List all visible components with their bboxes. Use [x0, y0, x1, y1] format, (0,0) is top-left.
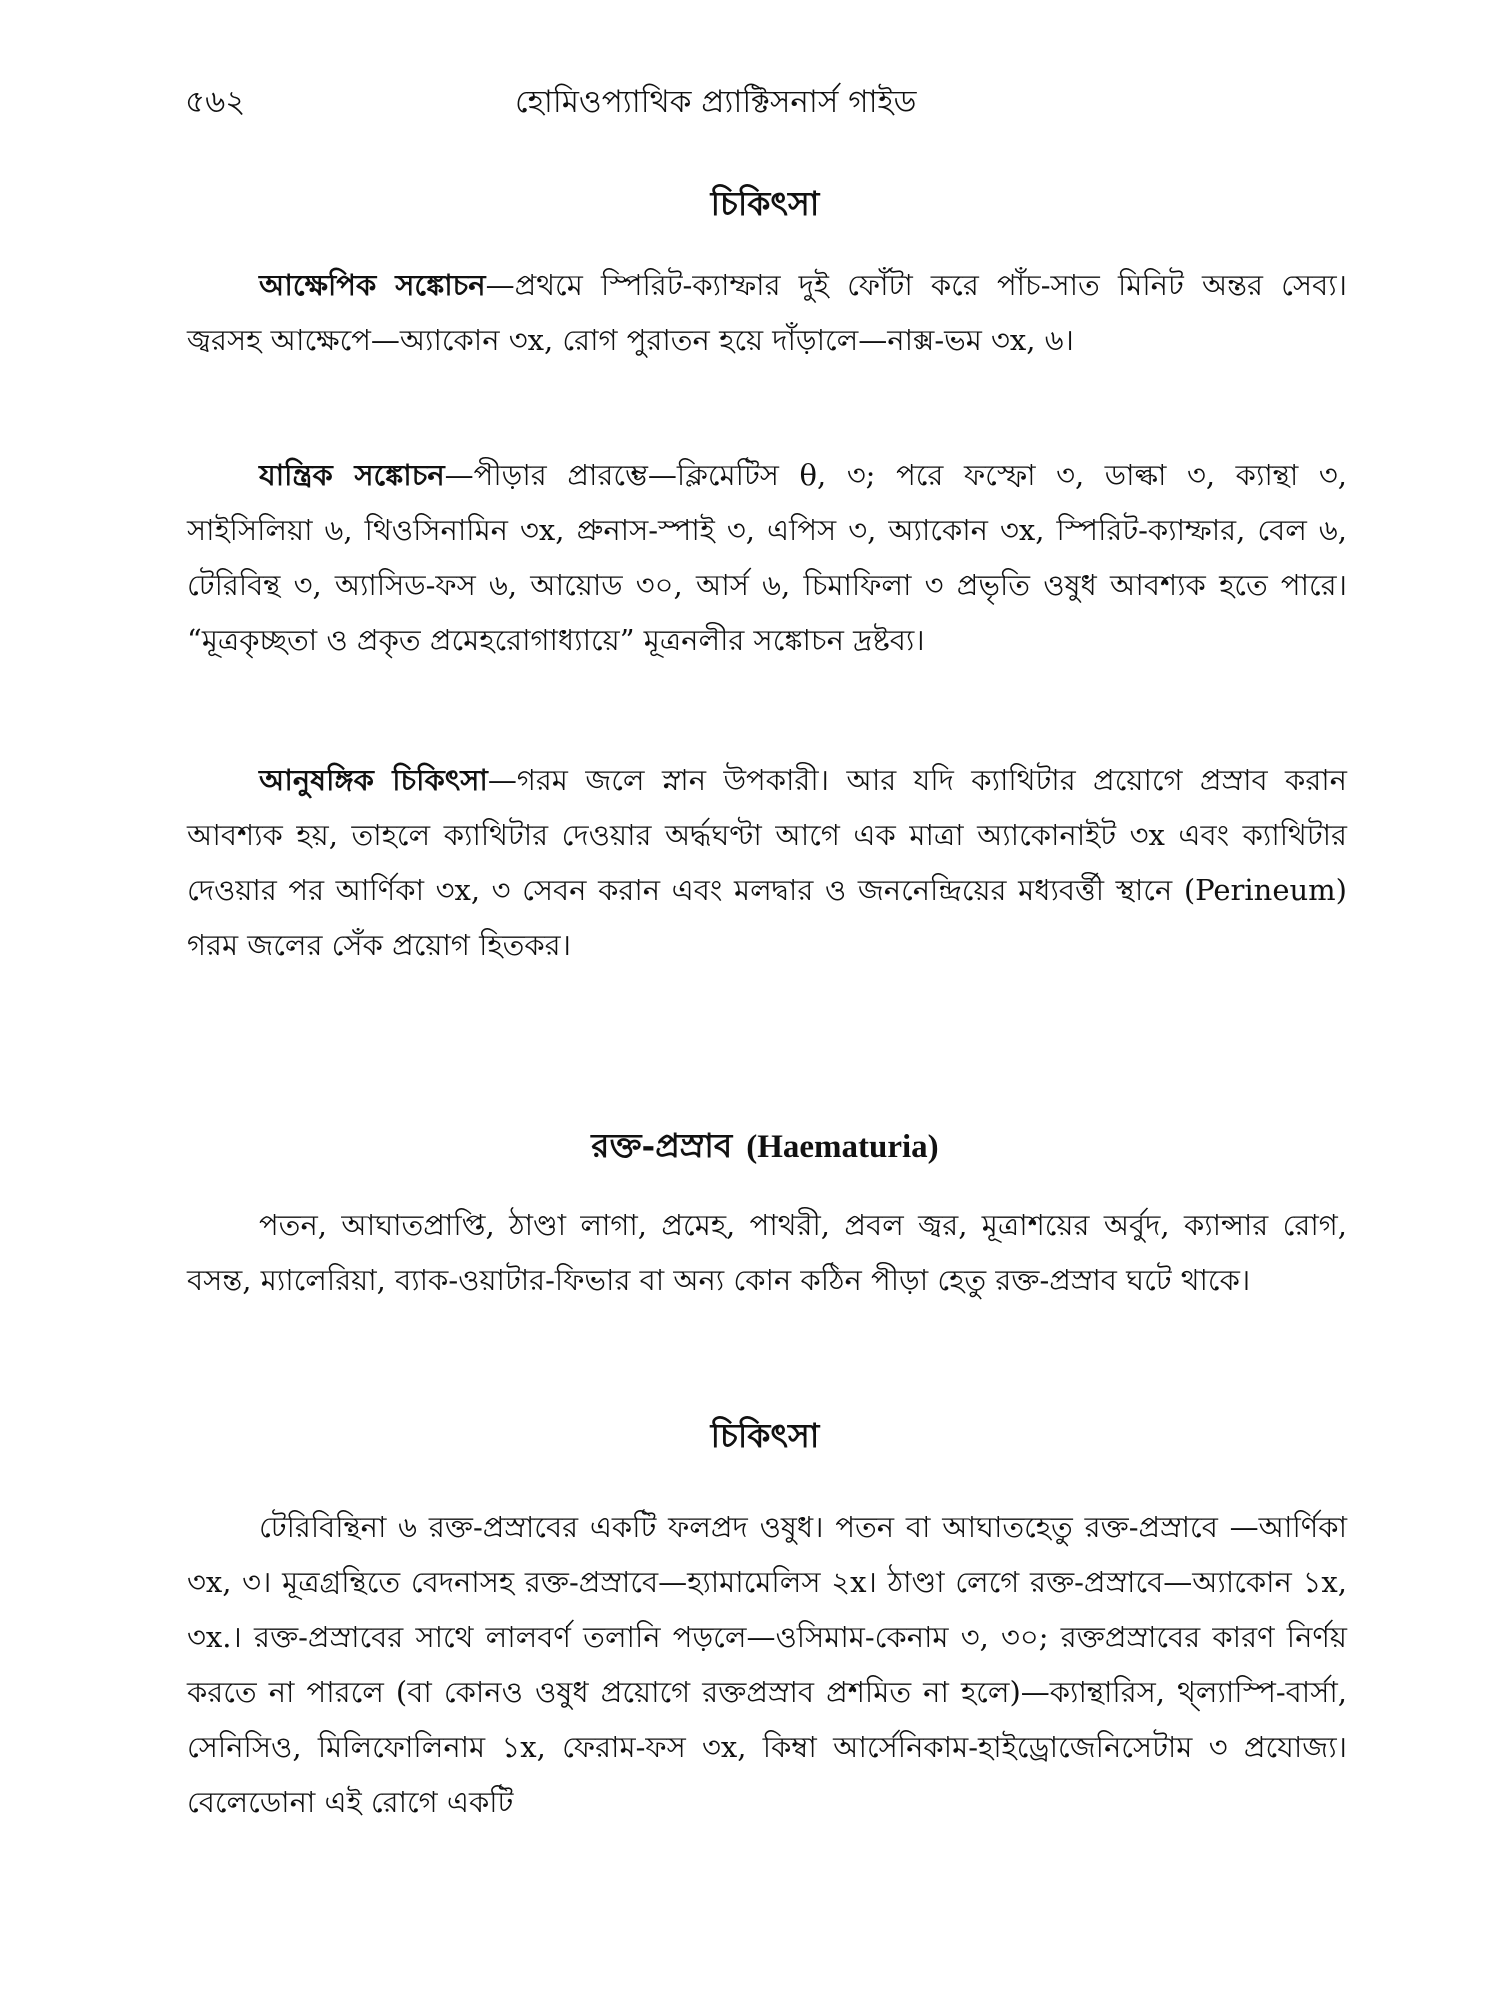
paragraph-spasmodic-stricture: [187, 258, 1347, 368]
running-title: হোমিওপ্যাথিক প্র্যাক্টিসনার্স গাইড: [515, 84, 917, 120]
paragraph-text: —প্রথমে স্পিরিট-ক্যাম্ফার দুই ফোঁটা করে পাঁচ-সাত মিনিট অন্তর সেব্য। জ্বরসহ আক্ষেপে—অ্যাকোন ৩x, রোগ পুরাতন হয়ে দাঁড়ালে—নাক্স-ভম ৩x, ৬।: [187, 268, 1347, 357]
paragraph-lead: আক্ষেপিক সঙ্কোচন: [259, 268, 486, 302]
heading-english: (Haematuria): [746, 1129, 939, 1165]
heading-bengali: রক্ত-প্রস্রাব: [591, 1126, 733, 1165]
paragraph-text: —গরম জলে স্নান উপকারী। আর যদি ক্যাথিটার প্রয়োগে প্রস্রাব করান আবশ্যক হয়, তাহলে ক্যাথিটার দেওয়ার অর্দ্ধঘণ্টা আগে এক মাত্রা অ্যাকোনাইট ৩x এবং ক্যাথিটার দেওয়ার পর আর্ণিকা ৩x, ৩ সেবন করান এবং মলদ্বার ও জননেন্দ্রিয়ের মধ্যবর্ত্তী স্থানে (Perineum) গরম জলের সেঁক প্রয়োগ হিতকর।: [187, 763, 1347, 962]
paragraph-lead: আনুষঙ্গিক চিকিৎসা: [259, 763, 488, 797]
running-header: [185, 78, 1345, 128]
paragraph-mechanical-stricture: [187, 448, 1347, 668]
section-heading-treatment-2: চিকিৎসা: [710, 1416, 820, 1455]
paragraph-haematuria-treatment: টেরিবিন্থিনা ৬ রক্ত-প্রস্রাবের একটি ফলপ্রদ ওষুধ। পতন বা আঘাতহেতু রক্ত-প্রস্রাবে —আর্ণিকা ৩x, ৩। মূত্রগ্রন্থিতে বেদনাসহ রক্ত-প্রস্রাবে—হ্যামামেলিস ২x। ঠাণ্ডা লেগে রক্ত-প্রস্রাবে—অ্যাকোন ১x, ৩x.। রক্ত-প্রস্রাবের সাথে লালবর্ণ তলানি পড়লে—ওসিমাম-কেনাম ৩, ৩০; রক্তপ্রস্রাবের কারণ নির্ণয় করতে না পারলে (বা কোনও ওষুধ প্রয়োগে রক্তপ্রস্রাব প্রশমিত না হলে)—ক্যান্থারিস, থ্ল্যাস্পি-বার্সা, সেনিসিও, মিলিফোলিনাম ১x, ফেরাম-ফস ৩x, কিম্বা আর্সেনিকাম-হাইড্রোজেনিসেটাম ৩ প্রযোজ্য। বেলেডোনা এই রোগে একটি: [187, 1510, 1347, 1819]
paragraph-lead: যান্ত্রিক সঙ্কোচন: [259, 458, 445, 492]
paragraph-haematuria-causes: পতন, আঘাতপ্রাপ্তি, ঠাণ্ডা লাগা, প্রমেহ, পাথরী, প্রবল জ্বর, মূত্রাশয়ের অর্বুদ, ক্যান্সার রোগ, বসন্ত, ম্যালেরিয়া, ব্যাক-ওয়াটার-ফিভার বা অন্য কোন কঠিন পীড়া হেতু রক্ত-প্রস্রাব ঘটে থাকে।: [187, 1208, 1347, 1297]
page-number: ৫৬২: [185, 84, 246, 120]
paragraph-auxiliary-treatment: [187, 753, 1347, 973]
section-heading-haematuria: [185, 1120, 1345, 1176]
paragraph-text: —পীড়ার প্রারম্ভে—ক্লিমেটিস θ, ৩; পরে ফস্ফো ৩, ডাল্কা ৩, ক্যান্থা ৩, সাইসিলিয়া ৬, থিওসিনামিন ৩x, প্রুনাস-স্পাই ৩, এপিস ৩, অ্যাকোন ৩x, স্পিরিট-ক্যাম্ফার, বেল ৬, টেরিবিন্থ ৩, অ্যাসিড-ফস ৬, আয়োড ৩০, আর্স ৬, চিমাফিলা ৩ প্রভৃতি ওষুধ আবশ্যক হতে পারে। “মূত্রকৃচ্ছতা ও প্রকৃত প্রমেহরোগাধ্যায়ে” মূত্রনলীর সঙ্কোচন দ্রষ্টব্য।: [187, 458, 1347, 657]
section-heading-treatment: চিকিৎসা: [710, 184, 820, 223]
